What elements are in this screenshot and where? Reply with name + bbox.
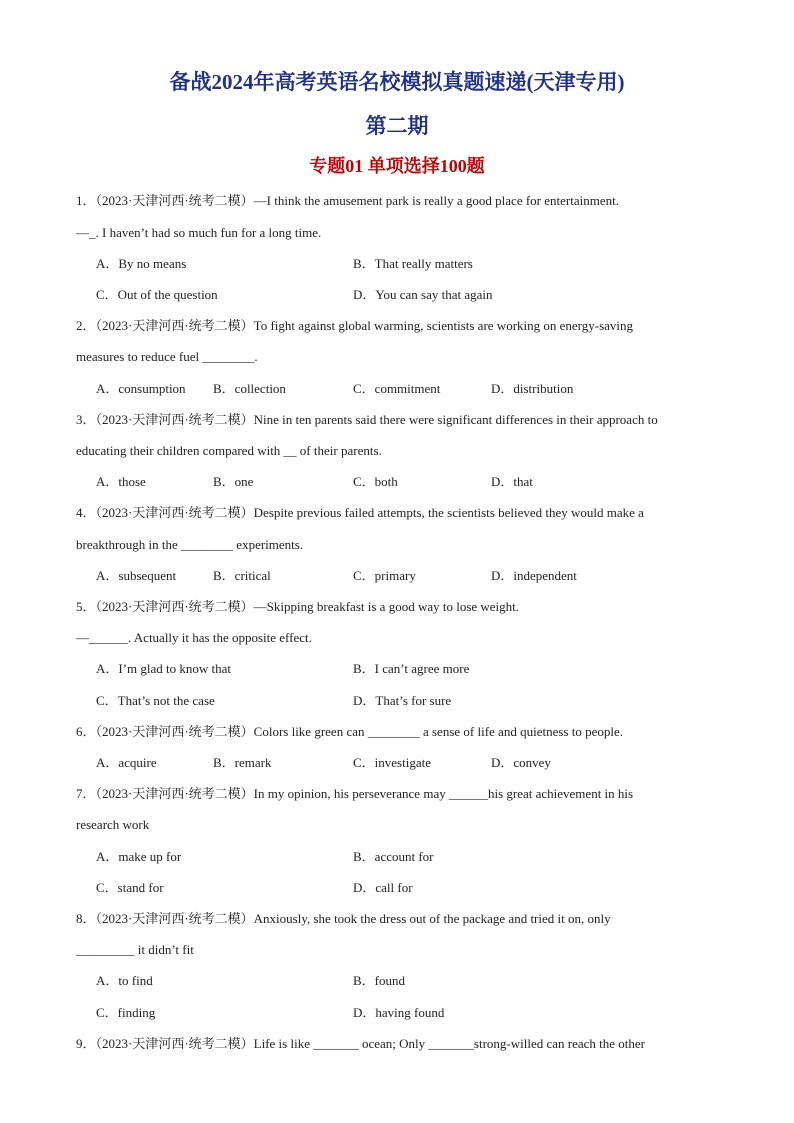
- question-6-stem: 6．（2023·天津河西·统考二模）Colors like green can ________ a sense of life and quietness to people.: [76, 724, 623, 739]
- question-1-option-d: D．You can say that again: [353, 287, 493, 302]
- question-6-option-b: B．remark: [213, 755, 272, 770]
- question-3-option-a: A．those: [96, 474, 146, 489]
- question-5-option-b: B．I can’t agree more: [353, 661, 470, 676]
- question-7-option-a: A．make up for: [96, 849, 182, 864]
- question-3-option-d: D．that: [491, 474, 533, 489]
- question-3-stem-cont: educating their children compared with __ of their parents.: [76, 443, 382, 458]
- question-8-stem: 8．（2023·天津河西·统考二模）Anxiously, she took the dress out of the package and tried it on, only: [76, 911, 611, 926]
- question-7-option-c: C．stand for: [96, 880, 164, 895]
- question-8-stem-cont: _________ it didn’t fit: [76, 942, 194, 957]
- question-8-option-d: D．having found: [353, 1005, 445, 1020]
- question-5-stem-cont: —______. Actually it has the opposite effect.: [76, 630, 312, 645]
- question-5-option-c: C．That’s not the case: [96, 693, 215, 708]
- question-1-stem-cont: —_. I haven’t had so much fun for a long time.: [76, 225, 322, 240]
- question-4-option-b: B．critical: [213, 568, 271, 583]
- question-4-option-a: A．subsequent: [96, 568, 177, 583]
- question-4-stem: 4．（2023·天津河西·统考二模）Despite previous failed attempts, the scientists believed they would make a: [76, 505, 644, 520]
- topic-title: 专题01 单项选择100题: [309, 156, 485, 176]
- question-7-stem-cont: research work: [76, 817, 150, 832]
- question-2-option-c: C．commitment: [353, 381, 441, 396]
- question-8-option-c: C．finding: [96, 1005, 156, 1020]
- question-5-option-d: D．That’s for sure: [353, 693, 452, 708]
- question-5-option-a: A．I’m glad to know that: [96, 661, 232, 676]
- question-6-option-c: C．investigate: [353, 755, 431, 770]
- question-4-stem-cont: breakthrough in the ________ experiments.: [76, 537, 304, 552]
- question-9-stem: 9．（2023·天津河西·统考二模）Life is like _______ ocean; Only _______strong-willed can reach the other: [76, 1036, 645, 1051]
- question-2-stem: 2．（2023·天津河西·统考二模）To fight against global warming, scientists are working on energy-saving: [76, 318, 634, 333]
- document-title: 备战2024年高考英语名校模拟真题速递(天津专用): [169, 70, 625, 94]
- question-6-option-a: A．acquire: [96, 755, 157, 770]
- question-7-option-d: D．call for: [353, 880, 413, 895]
- question-7-stem: 7．（2023·天津河西·统考二模）In my opinion, his perseverance may ______his great achievement in his: [76, 786, 634, 801]
- question-1-option-b: B．That really matters: [353, 256, 473, 271]
- question-1-option-a: A．By no means: [96, 256, 187, 271]
- question-8-option-b: B．found: [353, 973, 406, 988]
- question-5-stem: 5．（2023·天津河西·统考二模）—Skipping breakfast is a good way to lose weight.: [76, 599, 520, 614]
- question-1-option-c: C．Out of the question: [96, 287, 218, 302]
- question-2-option-d: D．distribution: [491, 381, 574, 396]
- question-2-stem-cont: measures to reduce fuel ________.: [76, 349, 258, 364]
- question-3-option-b: B．one: [213, 474, 254, 489]
- issue-title: 第二期: [365, 114, 429, 138]
- question-6-option-d: D．convey: [491, 755, 551, 770]
- question-8-option-a: A．to find: [96, 973, 153, 988]
- question-2-option-a: A．consumption: [96, 381, 186, 396]
- question-3-stem: 3．（2023·天津河西·统考二模）Nine in ten parents said there were significant differences in their approach to: [76, 412, 658, 427]
- question-1-stem: 1．（2023·天津河西·统考二模）—I think the amusement park is really a good place for entertainment.: [76, 193, 619, 208]
- question-7-option-b: B．account for: [353, 849, 434, 864]
- question-3-option-c: C．both: [353, 474, 398, 489]
- question-4-option-d: D．independent: [491, 568, 577, 583]
- question-4-option-c: C．primary: [353, 568, 416, 583]
- question-2-option-b: B．collection: [213, 381, 286, 396]
